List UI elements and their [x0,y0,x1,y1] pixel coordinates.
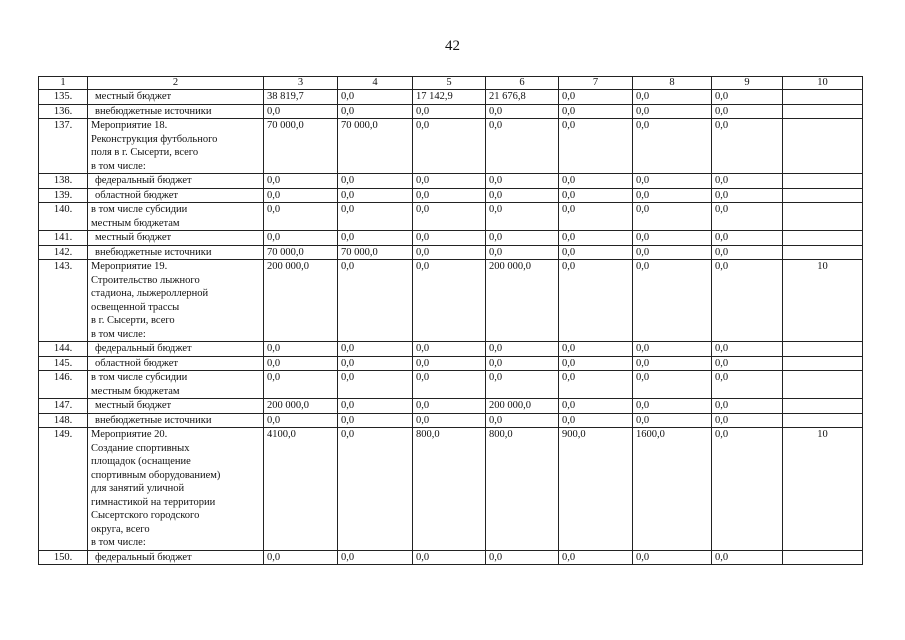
description-line: областной бюджет [95,357,178,369]
value-cell: 0,0 [559,90,633,105]
value-cell: 0,0 [264,203,338,231]
value-cell: 800,0 [413,428,486,551]
value-cell: 0,0 [712,356,783,371]
description-line: в том числе: [91,537,146,548]
value-cell: 0,0 [338,428,413,551]
value-cell: 0,0 [712,119,783,174]
row-number: 135. [39,90,88,105]
description-line: в том числе: [91,328,146,340]
value-cell: 0,0 [559,119,633,174]
description-line: в том числе субсидии [91,204,188,215]
table-row [39,188,863,203]
value-cell: 0,0 [633,188,712,203]
value-cell: 200 000,0 [264,260,338,342]
value-cell: 0,0 [633,203,712,231]
row-description [88,174,264,189]
value-cell: 0,0 [486,413,559,428]
value-cell-col10 [783,188,863,203]
value-cell-col10 [783,119,863,174]
row-description [88,428,264,551]
budget-table [38,76,863,565]
value-cell: 0,0 [413,399,486,414]
description-line: Строительство лыжного [91,274,200,286]
row-number: 137. [39,119,88,174]
value-cell: 0,0 [712,399,783,414]
value-cell-col10 [783,104,863,119]
value-cell: 0,0 [712,428,783,551]
value-cell: 0,0 [413,174,486,189]
description-line: местным бюджетам [91,385,180,397]
value-cell: 70 000,0 [338,245,413,260]
value-cell: 200 000,0 [264,399,338,414]
column-header: 3 [264,77,338,90]
row-description [88,550,264,565]
table-row [39,342,863,357]
value-cell: 0,0 [633,245,712,260]
row-number: 145. [39,356,88,371]
value-cell: 0,0 [559,413,633,428]
row-number: 150. [39,550,88,565]
description-line: Сысертского городского [91,510,200,521]
table-row [39,104,863,119]
value-cell: 0,0 [633,399,712,414]
value-cell: 0,0 [486,231,559,246]
value-cell: 0,0 [338,203,413,231]
row-description [88,260,264,342]
description-line: площадок (оснащение [91,456,191,467]
value-cell: 0,0 [633,413,712,428]
description-line: Реконструкция футбольного [91,133,218,145]
row-number: 140. [39,203,88,231]
value-cell: 0,0 [712,413,783,428]
row-number: 149. [39,428,88,551]
row-description [88,371,264,399]
description-line: местный бюджет [95,232,172,243]
row-number: 148. [39,413,88,428]
value-cell-col10 [783,174,863,189]
value-cell: 800,0 [486,428,559,551]
value-cell: 0,0 [486,174,559,189]
column-header: 9 [712,77,783,90]
value-cell-col10: 10 [783,260,863,342]
value-cell: 0,0 [559,203,633,231]
value-cell: 0,0 [264,104,338,119]
table-row [39,119,863,174]
column-header: 5 [413,77,486,90]
description-line: местный бюджет [95,91,172,102]
row-description [88,413,264,428]
value-cell: 0,0 [264,231,338,246]
value-cell: 0,0 [712,231,783,246]
table-row [39,399,863,414]
description-line: поля в г. Сысерти, всего [91,147,199,158]
table-row [39,245,863,260]
value-cell: 0,0 [559,104,633,119]
row-description [88,342,264,357]
value-cell: 0,0 [633,260,712,342]
row-number: 146. [39,371,88,399]
column-header: 2 [88,77,264,90]
table-row [39,231,863,246]
description-line: внебюджетные источники [95,246,212,258]
description-line: областной бюджет [95,189,178,201]
value-cell-col10 [783,231,863,246]
value-cell: 900,0 [559,428,633,551]
value-cell: 70 000,0 [264,119,338,174]
header-row [39,77,863,90]
row-description [88,203,264,231]
row-number: 143. [39,260,88,342]
value-cell: 70 000,0 [338,119,413,174]
value-cell: 0,0 [413,231,486,246]
description-line: федеральный бюджет [95,343,192,354]
value-cell: 0,0 [413,371,486,399]
value-cell: 0,0 [338,356,413,371]
column-header: 4 [338,77,413,90]
value-cell: 0,0 [559,174,633,189]
description-line: Создание спортивных [91,442,190,454]
value-cell: 21 676,8 [486,90,559,105]
value-cell: 0,0 [264,174,338,189]
row-number: 138. [39,174,88,189]
description-line: спортивным оборудованием) [91,469,221,481]
value-cell: 0,0 [633,119,712,174]
value-cell: 0,0 [559,356,633,371]
value-cell: 0,0 [264,356,338,371]
value-cell: 0,0 [559,399,633,414]
value-cell: 0,0 [486,119,559,174]
value-cell: 0,0 [486,245,559,260]
value-cell: 0,0 [338,104,413,119]
value-cell: 0,0 [559,342,633,357]
value-cell: 200 000,0 [486,399,559,414]
value-cell: 0,0 [712,260,783,342]
table-row [39,550,863,565]
value-cell-col10 [783,413,863,428]
row-description [88,231,264,246]
table-row [39,260,863,342]
description-line: федеральный бюджет [95,551,192,563]
value-cell: 0,0 [338,399,413,414]
value-cell: 0,0 [413,104,486,119]
column-header: 1 [39,77,88,90]
value-cell: 0,0 [633,104,712,119]
value-cell: 0,0 [338,231,413,246]
value-cell: 0,0 [486,550,559,565]
description-line: для занятий уличной [91,483,185,494]
value-cell: 38 819,7 [264,90,338,105]
row-number: 147. [39,399,88,414]
description-line: Мероприятие 18. [91,120,168,131]
value-cell: 4100,0 [264,428,338,551]
value-cell: 0,0 [413,203,486,231]
column-header: 7 [559,77,633,90]
value-cell: 0,0 [559,371,633,399]
description-line: внебюджетные источники [95,414,212,426]
value-cell: 0,0 [338,188,413,203]
description-line: округа, всего [91,523,150,535]
value-cell: 0,0 [338,90,413,105]
row-description [88,104,264,119]
value-cell: 0,0 [338,342,413,357]
table-row [39,413,863,428]
value-cell: 0,0 [712,550,783,565]
value-cell: 0,0 [559,550,633,565]
column-header: 8 [633,77,712,90]
value-cell: 0,0 [486,104,559,119]
row-number: 139. [39,188,88,203]
row-number: 144. [39,342,88,357]
description-line: федеральный бюджет [95,175,192,186]
value-cell-col10 [783,356,863,371]
value-cell: 0,0 [712,371,783,399]
value-cell: 0,0 [559,260,633,342]
value-cell: 0,0 [264,413,338,428]
value-cell-col10 [783,245,863,260]
description-line: Мероприятие 19. [91,261,168,272]
value-cell: 0,0 [413,550,486,565]
value-cell: 0,0 [413,413,486,428]
value-cell: 0,0 [486,356,559,371]
row-description [88,119,264,174]
value-cell: 0,0 [413,342,486,357]
value-cell: 0,0 [633,550,712,565]
value-cell: 17 142,9 [413,90,486,105]
value-cell: 0,0 [712,188,783,203]
description-line: местным бюджетам [91,217,180,229]
row-number: 136. [39,104,88,119]
description-line: освещенной трассы [91,301,180,313]
description-line: в том числе: [91,160,146,172]
value-cell-col10 [783,371,863,399]
value-cell: 0,0 [413,260,486,342]
row-description [88,245,264,260]
value-cell: 70 000,0 [264,245,338,260]
value-cell-col10 [783,203,863,231]
value-cell: 0,0 [264,371,338,399]
value-cell: 0,0 [264,188,338,203]
value-cell-col10: 10 [783,428,863,551]
value-cell: 0,0 [486,342,559,357]
value-cell: 0,0 [486,188,559,203]
row-description [88,356,264,371]
table-row [39,90,863,105]
value-cell: 0,0 [264,550,338,565]
value-cell: 0,0 [413,245,486,260]
description-line: в том числе субсидии [91,372,188,383]
table-row [39,371,863,399]
value-cell: 0,0 [633,371,712,399]
description-line: в г. Сысерти, всего [91,315,175,326]
value-cell: 0,0 [633,90,712,105]
value-cell: 0,0 [633,342,712,357]
value-cell: 0,0 [264,342,338,357]
value-cell-col10 [783,550,863,565]
description-line: гимнастикой на территории [91,496,216,508]
description-line: стадиона, лыжероллерной [91,288,209,299]
value-cell-col10 [783,90,863,105]
value-cell: 0,0 [338,260,413,342]
value-cell: 0,0 [338,413,413,428]
row-number: 142. [39,245,88,260]
value-cell: 0,0 [712,174,783,189]
description-line: Мероприятие 20. [91,429,168,440]
page-number: 42 [445,38,460,54]
row-description [88,188,264,203]
table-row [39,428,863,551]
value-cell: 0,0 [712,342,783,357]
value-cell: 0,0 [486,203,559,231]
value-cell: 1600,0 [633,428,712,551]
value-cell: 0,0 [712,245,783,260]
value-cell: 0,0 [712,203,783,231]
column-header: 6 [486,77,559,90]
value-cell-col10 [783,399,863,414]
table-row [39,174,863,189]
value-cell: 0,0 [338,174,413,189]
value-cell-col10 [783,342,863,357]
value-cell: 0,0 [559,231,633,246]
description-line: внебюджетные источники [95,105,212,117]
row-description [88,90,264,105]
description-line: местный бюджет [95,400,172,411]
value-cell: 0,0 [712,90,783,105]
value-cell: 0,0 [559,188,633,203]
table-row [39,356,863,371]
value-cell: 0,0 [413,356,486,371]
row-description [88,399,264,414]
value-cell: 0,0 [559,245,633,260]
value-cell: 0,0 [633,231,712,246]
value-cell: 0,0 [633,356,712,371]
value-cell: 0,0 [486,371,559,399]
value-cell: 0,0 [413,119,486,174]
table-row [39,203,863,231]
value-cell: 0,0 [338,371,413,399]
row-number: 141. [39,231,88,246]
value-cell: 0,0 [413,188,486,203]
column-header: 10 [783,77,863,90]
value-cell: 200 000,0 [486,260,559,342]
value-cell: 0,0 [633,174,712,189]
value-cell: 0,0 [338,550,413,565]
value-cell: 0,0 [712,104,783,119]
